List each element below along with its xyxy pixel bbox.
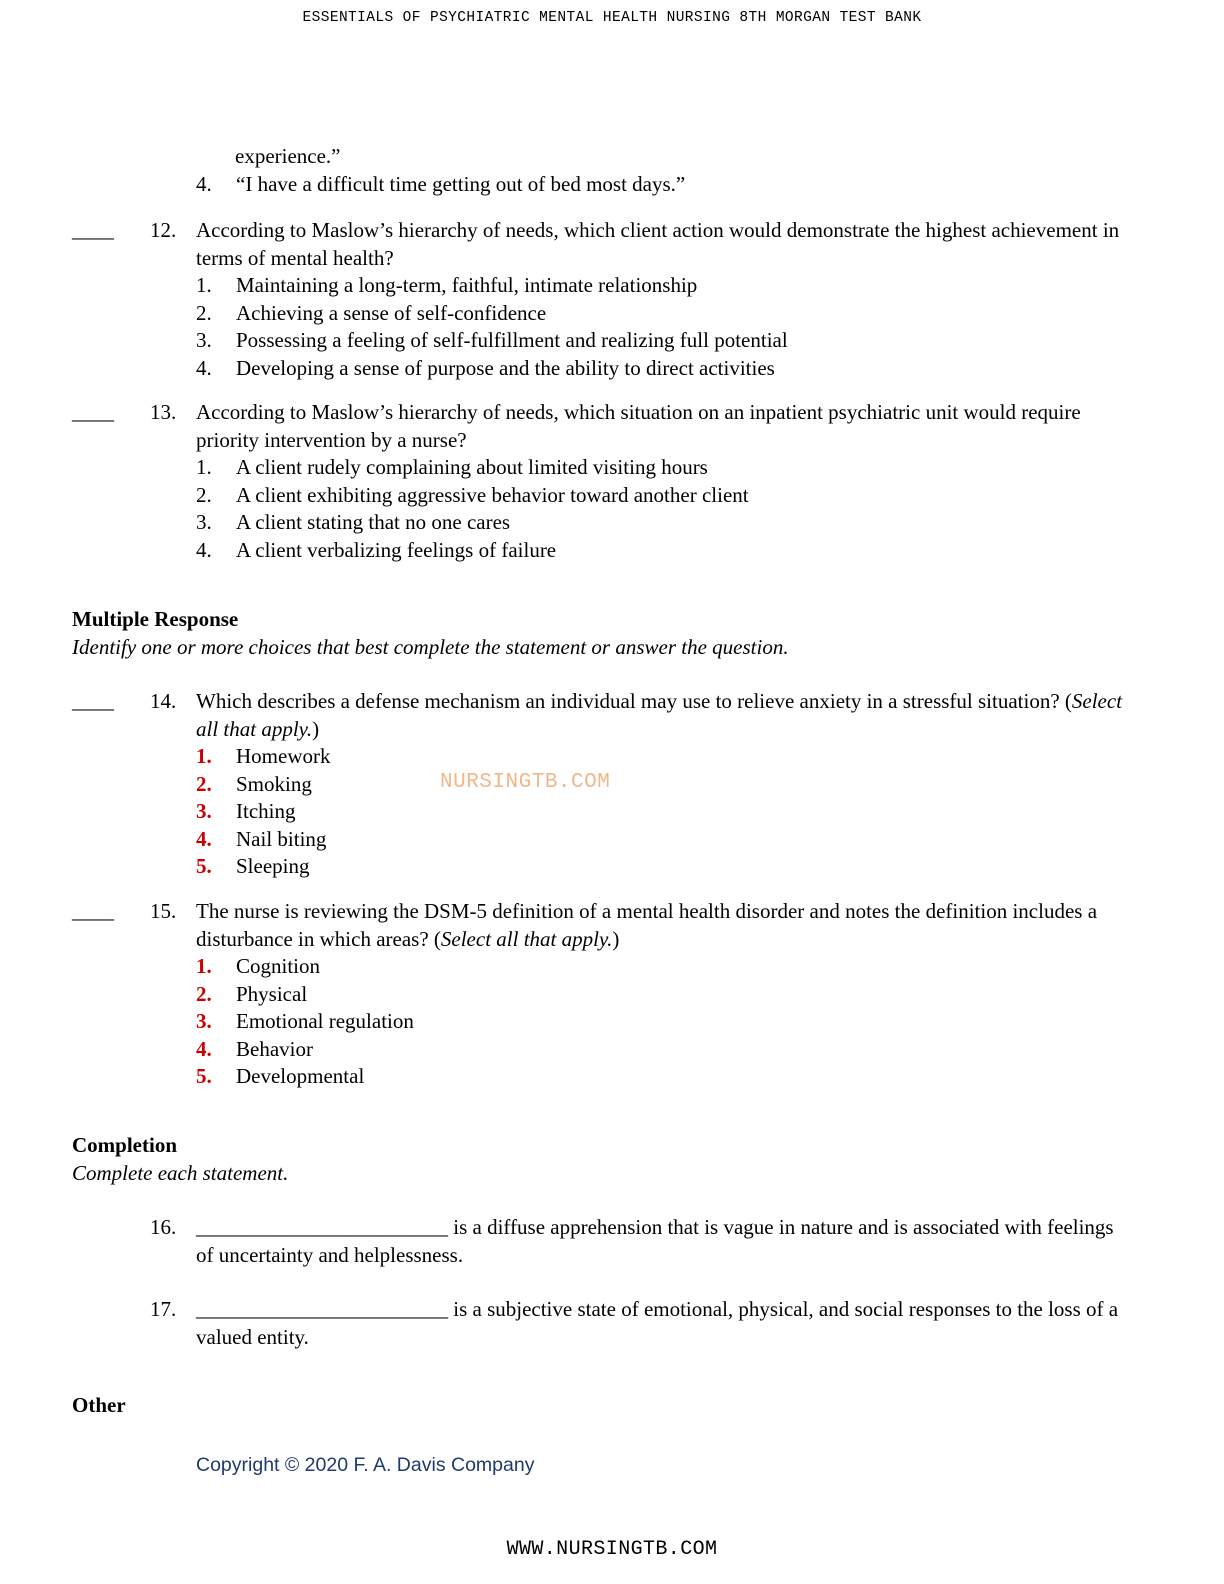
option-number: 2. bbox=[196, 300, 212, 325]
option-2 bbox=[196, 981, 1136, 1009]
option-1 bbox=[196, 454, 1136, 482]
option-number: 4. bbox=[196, 537, 212, 562]
option-text: A client rudely complaining about limited visiting hours bbox=[236, 455, 708, 479]
option-number: 4. bbox=[196, 1036, 212, 1061]
option-4 bbox=[196, 355, 1136, 383]
option-text: Achieving a sense of self-confidence bbox=[236, 300, 547, 325]
option-5 bbox=[196, 1063, 1136, 1091]
fill-in-blank[interactable]: ________________________ bbox=[196, 1215, 448, 1239]
option-number: 2. bbox=[196, 771, 212, 796]
option-3 bbox=[196, 1008, 1136, 1036]
watermark: NURSINGTB.COM bbox=[440, 771, 611, 794]
option-text: Maintaining a long-term, faithful, intimate relationship bbox=[236, 273, 698, 297]
option-text: Developing a sense of purpose and the ability to direct activities bbox=[236, 355, 775, 380]
option-text: Itching bbox=[236, 799, 296, 823]
option-number: 1. bbox=[196, 273, 212, 297]
option-number: 2. bbox=[196, 482, 212, 507]
option-number: 1. bbox=[196, 744, 212, 768]
option-4 bbox=[196, 1036, 1136, 1064]
option-text: A client stating that no one cares bbox=[236, 510, 511, 534]
question-number: 15. bbox=[150, 899, 177, 923]
option-number: 4. bbox=[196, 826, 212, 851]
section-instructions: Complete each statement. bbox=[72, 1160, 289, 1185]
option-2 bbox=[196, 482, 1136, 510]
option-3 bbox=[196, 798, 1136, 826]
option-text: Smoking bbox=[236, 771, 312, 796]
section-instructions: Identify one or more choices that best complete the statement or answer the question. bbox=[72, 634, 789, 659]
multiple-response-section bbox=[72, 606, 789, 661]
answer-blank[interactable]: ____ bbox=[72, 400, 114, 424]
question-number: 17. bbox=[150, 1297, 177, 1321]
option-number: 3. bbox=[196, 328, 212, 352]
question-text: is a diffuse apprehension that is vague in nature and is associated with feelings of uncertainty and helplessness. bbox=[196, 1215, 1114, 1267]
option-text: A client verbalizing feelings of failure bbox=[236, 537, 557, 562]
previous-question-tail: experience.” bbox=[235, 144, 341, 168]
section-title: Completion bbox=[72, 1133, 177, 1157]
option-text: Possessing a feeling of self-fulfillment and realizing full potential bbox=[236, 328, 788, 352]
option-text: “I have a difficult time getting out of bed most days.” bbox=[236, 172, 686, 196]
option-4 bbox=[196, 537, 1136, 565]
option-text: Emotional regulation bbox=[236, 1009, 414, 1033]
option-5 bbox=[196, 853, 1136, 881]
option-2 bbox=[196, 300, 1136, 328]
question-text: is a subjective state of emotional, physical, and social responses to the loss of a valued entity. bbox=[196, 1297, 1119, 1349]
option-number: 3. bbox=[196, 799, 212, 823]
option-number: 4. bbox=[196, 172, 212, 196]
question-text: According to Maslow’s hierarchy of needs, which client action would demonstrate the highest achievement in terms of mental health? bbox=[196, 218, 1120, 270]
answer-blank[interactable]: ____ bbox=[72, 218, 114, 242]
option-text: A client exhibiting aggressive behavior toward another client bbox=[236, 482, 749, 507]
option-4 bbox=[196, 826, 1136, 854]
other-section bbox=[72, 1392, 126, 1420]
option-1 bbox=[196, 272, 1136, 300]
question-number: 14. bbox=[150, 689, 177, 713]
option-3 bbox=[196, 509, 1136, 537]
section-title: Multiple Response bbox=[72, 607, 239, 631]
option-number: 3. bbox=[196, 510, 212, 534]
copyright-notice: Copyright © 2020 F. A. Davis Company bbox=[196, 1454, 535, 1476]
option-1 bbox=[196, 953, 1136, 981]
question-text: According to Maslow’s hierarchy of needs, which situation on an inpatient psychiatric unit would require priority intervention by a nurse? bbox=[196, 400, 1081, 452]
option-text: Developmental bbox=[236, 1064, 365, 1088]
section-title: Other bbox=[72, 1393, 126, 1417]
option-number: 1. bbox=[196, 455, 212, 479]
option-number: 3. bbox=[196, 1009, 212, 1033]
option-number: 5. bbox=[196, 854, 212, 878]
question-number: 13. bbox=[150, 400, 177, 424]
completion-section bbox=[72, 1132, 288, 1187]
option-text: Physical bbox=[236, 981, 308, 1006]
option-number: 5. bbox=[196, 1064, 212, 1088]
option-text: Homework bbox=[236, 744, 331, 768]
answer-blank[interactable]: ____ bbox=[72, 899, 114, 923]
question-number: 12. bbox=[150, 218, 177, 242]
option-text: Cognition bbox=[236, 954, 321, 978]
option-text: Nail biting bbox=[236, 826, 327, 851]
option-2 bbox=[196, 771, 1136, 799]
option-1 bbox=[196, 743, 1136, 771]
option-3 bbox=[196, 327, 1136, 355]
fill-in-blank[interactable]: ________________________ bbox=[196, 1297, 448, 1321]
option-number: 2. bbox=[196, 981, 212, 1006]
option-number: 4. bbox=[196, 355, 212, 380]
question-text: Which describes a defense mechanism an individual may use to relieve anxiety in a stressful situation? (Select all that apply.) bbox=[196, 689, 1123, 741]
option-number: 1. bbox=[196, 954, 212, 978]
page-header: ESSENTIALS OF PSYCHIATRIC MENTAL HEALTH NURSING 8TH MORGAN TEST BANK bbox=[302, 10, 922, 26]
option-text: Behavior bbox=[236, 1036, 313, 1061]
question-number: 16. bbox=[150, 1215, 177, 1239]
answer-blank[interactable]: ____ bbox=[72, 689, 114, 713]
option-text: Sleeping bbox=[236, 854, 310, 878]
page-footer[interactable]: WWW.NURSINGTB.COM bbox=[506, 1538, 718, 1561]
question-text: The nurse is reviewing the DSM-5 definition of a mental health disorder and notes the definition includes a disturbance in which areas? (Select all that apply.) bbox=[196, 899, 1098, 951]
